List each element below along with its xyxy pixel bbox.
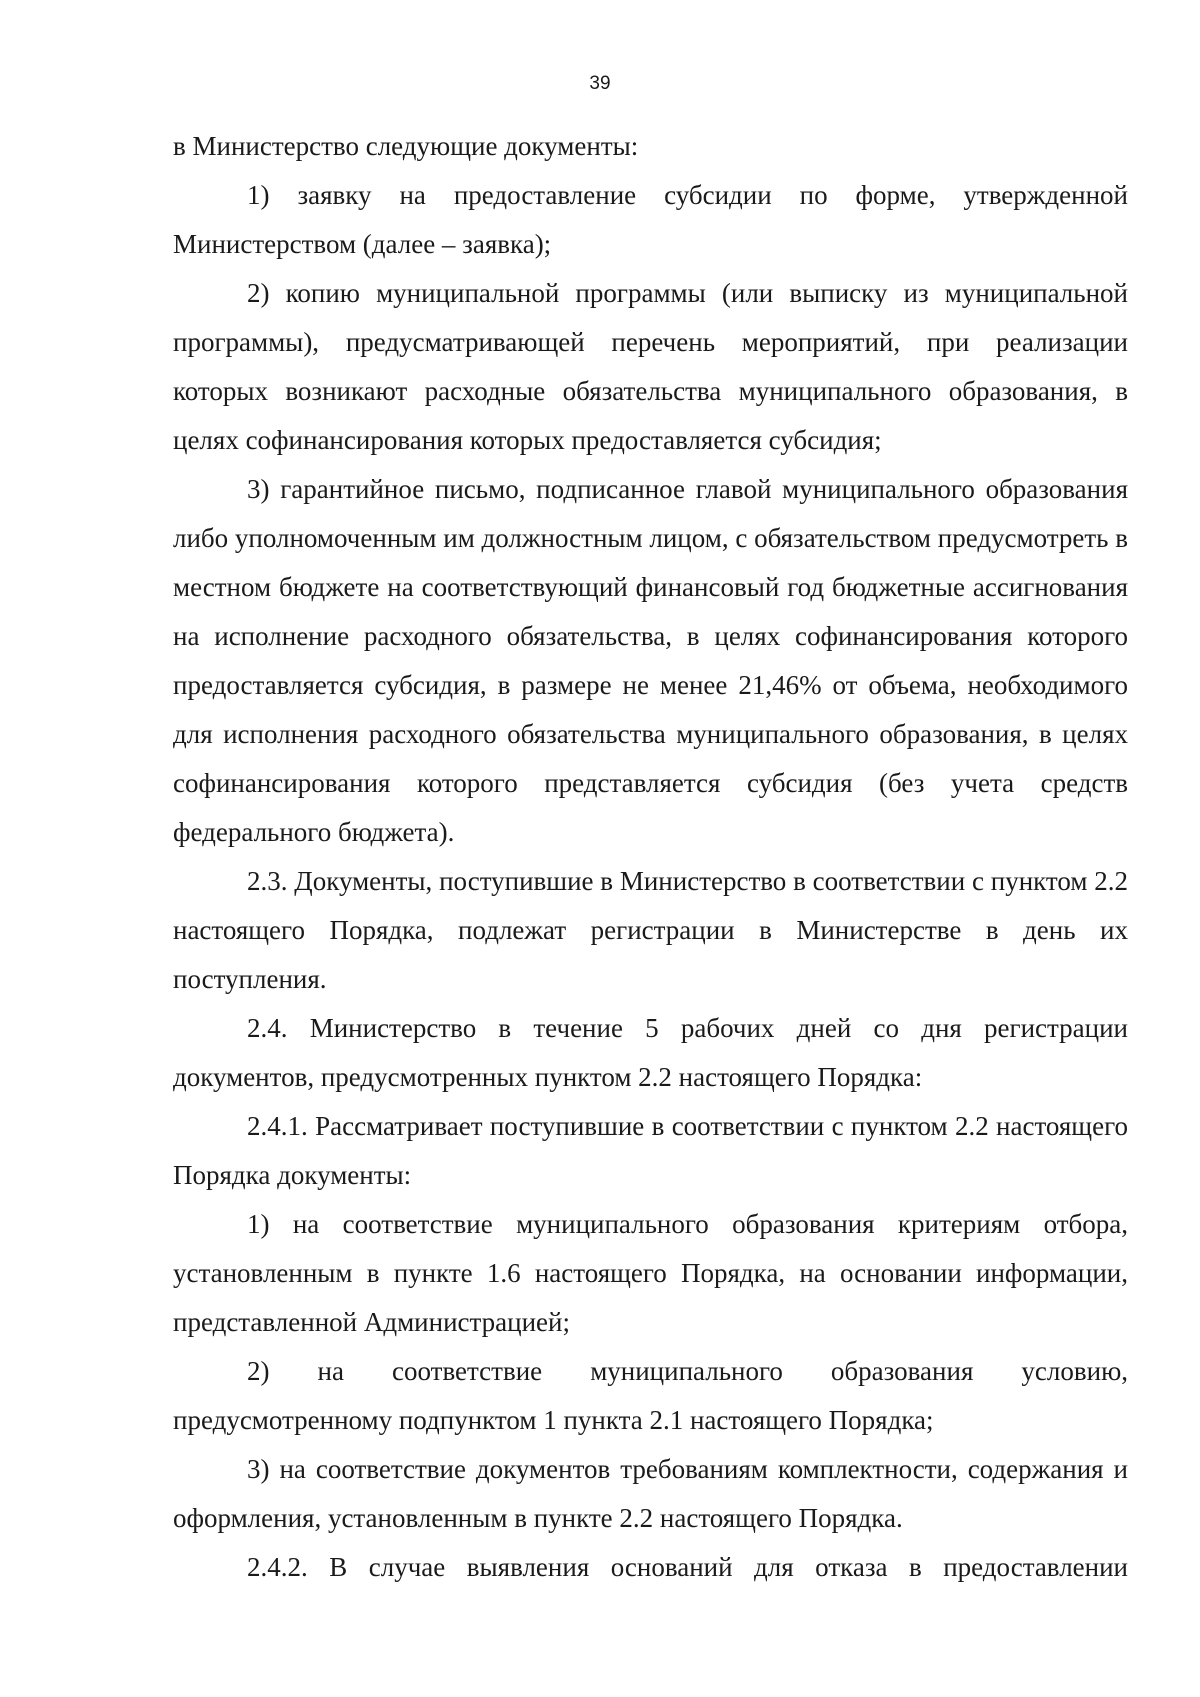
paragraph-item-2-program-copy: 2) копию муниципальной программы (или выписку из муниципальной программы), предусматривающей перечень мероприятий, при реализации которых возникают расходные обязательства муниципального образования, в целях софинансирования которых предоставляется субсидия; [173,278,1128,455]
document-body [173,122,1128,1592]
paragraph-item-1-application: 1) заявку на предоставление субсидии по форме, утвержденной Министерством (далее – заявка); [173,180,1128,259]
paragraph-2-4-1-item-3: 3) на соответствие документов требованиям комплектности, содержания и оформления, установленным в пункте 2.2 настоящего Порядка. [173,1454,1128,1533]
paragraph-2-4-1: 2.4.1. Рассматривает поступившие в соответствии с пунктом 2.2 настоящего Порядка документы: [173,1111,1128,1190]
paragraph-item-3-guarantee-letter: 3) гарантийное письмо, подписанное главой муниципального образования либо уполномоченным им должностным лицом, с обязательством предусмотреть в местном бюджете на соответствующий финансовый год бюджетные ассигнования на исполнение расходного обязательства, в целях софинансирования которого предоставляется субсидия, в размере не менее 21,46% от объема, необходимого для исполнения расходного обязательства муниципального образования, в целях софинансирования которого представляется субсидия (без учета средств федерального бюджета). [173,474,1128,847]
paragraph-2-3: 2.3. Документы, поступившие в Министерство в соответствии с пунктом 2.2 настоящего Порядка, подлежат регистрации в Министерстве в день их поступления. [173,866,1128,994]
paragraph-2-4-1-item-1: 1) на соответствие муниципального образования критериям отбора, установленным в пункте 1.6 настоящего Порядка, на основании информации, представленной Администрацией; [173,1209,1128,1337]
paragraph-2-4-1-item-2: 2) на соответствие муниципального образования условию, предусмотренному подпунктом 1 пункта 2.1 настоящего Порядка; [173,1356,1128,1435]
paragraph-continuation: в Министерство следующие документы: [173,131,639,161]
page-number: 39 [589,73,611,94]
paragraph-2-4: 2.4. Министерство в течение 5 рабочих дней со дня регистрации документов, предусмотренных пунктом 2.2 настоящего Порядка: [173,1013,1128,1092]
paragraph-2-4-2: 2.4.2. В случае выявления оснований для отказа в предоставлении [247,1552,1128,1582]
